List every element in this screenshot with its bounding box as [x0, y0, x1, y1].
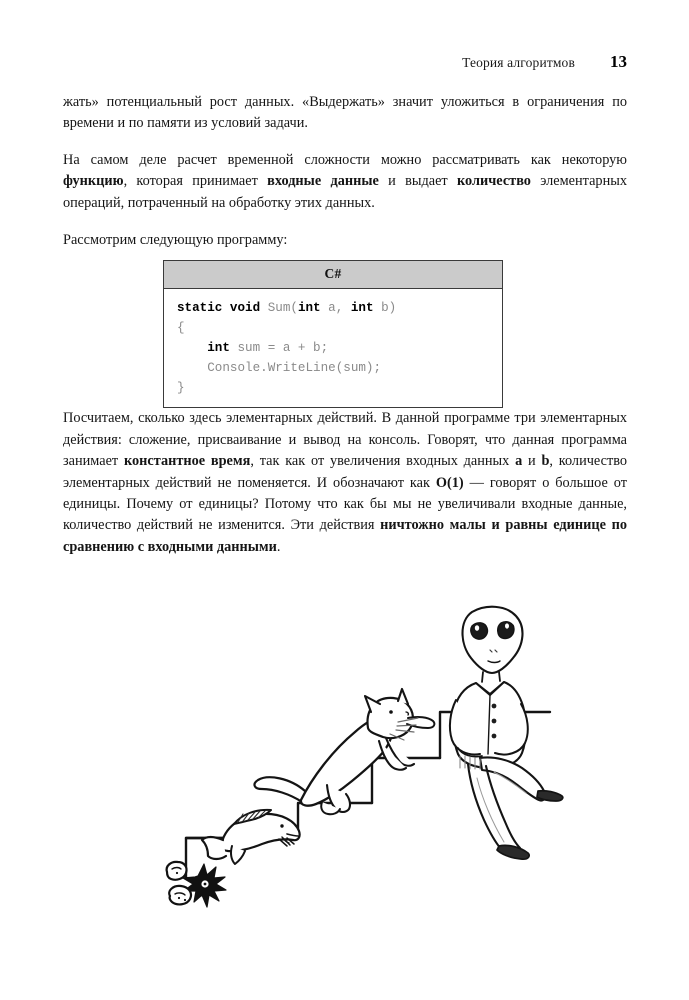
code-text: Console.WriteLine(sum);	[177, 361, 382, 375]
code-keyword: int	[350, 301, 382, 315]
text-run: , так как от увеличения входных данных	[250, 453, 516, 470]
bold-term-constant-time: константное время	[123, 453, 251, 470]
bold-var-a: a	[515, 453, 523, 470]
code-line	[177, 318, 502, 338]
text-run: и	[522, 453, 542, 470]
paragraph-3: Рассмотрим следующую программу:	[63, 232, 288, 249]
code-line	[177, 298, 502, 318]
running-head-title: Теория алгоритмов	[462, 55, 575, 70]
text-run: , которая принимает	[123, 173, 268, 190]
running-head	[63, 52, 627, 76]
text-run: и выдает	[378, 173, 457, 190]
paragraph-2	[63, 150, 627, 214]
code-line	[177, 338, 502, 358]
text-run: — говорят о большое от единицы. Почему от единицы? Потому что как бы мы не увеличивали входные данные, количество действий не изменится. Эти действия	[63, 474, 627, 534]
bold-phrase-negligible: ничтожно малы и равны единице по сравнению с входными данными	[63, 517, 627, 555]
paragraph-4	[63, 408, 627, 558]
code-keyword: int	[297, 301, 329, 315]
code-text: a,	[328, 301, 351, 315]
text-run: .	[276, 538, 281, 555]
text-run: Посчитаем, сколько здесь элементарных действий. В данной программе три элементарных действия: сложение, присваивание и вывод на консоль. Говорят, что данная программа занимает	[63, 410, 627, 470]
code-text: {	[177, 321, 185, 335]
cat-icon	[255, 689, 435, 814]
code-text	[177, 341, 207, 355]
code-text: sum = a + b;	[237, 341, 329, 355]
alien-icon	[450, 607, 563, 859]
code-listing-body	[164, 289, 502, 407]
text-run: , количество элементарных действий не поменяется. И обозначают как	[63, 453, 628, 491]
text-run: элементарных операций, потраченный на обработку этих данных.	[63, 173, 627, 211]
bold-term-input-data: входные данные	[267, 173, 379, 190]
bold-term-quantity: количество	[456, 173, 531, 190]
code-text: Sum(	[267, 301, 298, 315]
bold-var-b: b	[541, 453, 550, 470]
code-listing	[163, 260, 503, 408]
code-listing-language-label: C#	[164, 261, 502, 289]
page-number: 13	[610, 52, 627, 71]
text-run: На самом деле расчет временной сложности можно рассматривать как некоторую	[63, 151, 627, 168]
microbes-icon	[167, 862, 226, 907]
paragraph-1: жать» потенциальный рост данных. «Выдержать» значит уложиться в ограничения по времени и по памяти из условий задачи.	[63, 94, 627, 132]
code-line	[177, 358, 502, 378]
bold-term-function: функцию	[63, 173, 124, 190]
code-text: b)	[381, 301, 397, 315]
code-line	[177, 378, 502, 398]
code-text: }	[177, 381, 185, 395]
code-keyword: static void	[177, 301, 268, 315]
bold-notation-o1: O(1)	[435, 474, 464, 491]
fish-icon	[202, 810, 300, 864]
evolution-staircase-illustration	[150, 588, 580, 933]
code-keyword: int	[207, 341, 238, 355]
